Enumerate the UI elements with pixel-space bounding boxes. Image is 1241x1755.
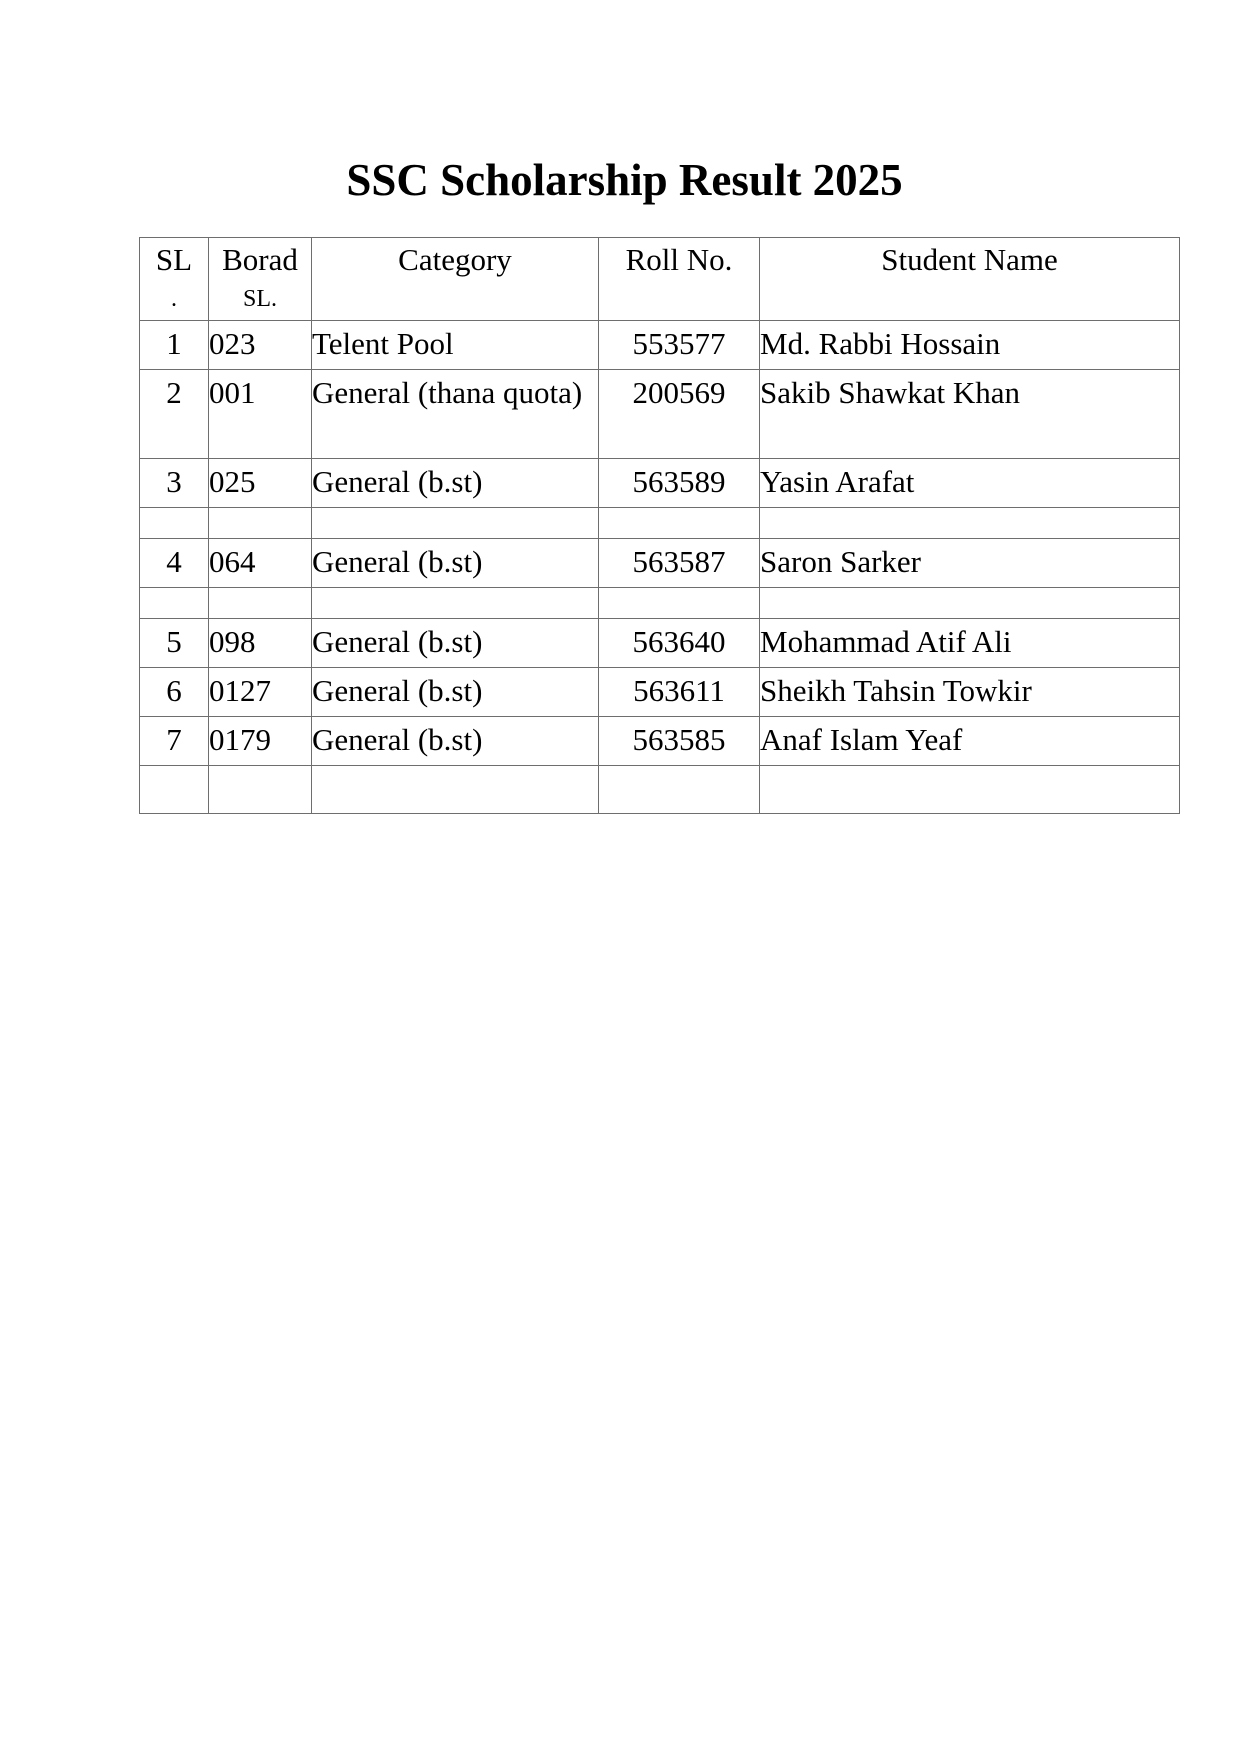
cell-sl: 1 [140,321,209,370]
cell-sl [140,588,209,619]
cell-roll: 563640 [599,619,760,668]
cell-student-name: Sakib Shawkat Khan [760,370,1180,459]
cell-category: General (b.st) [312,539,599,588]
header-category: Category [312,238,599,321]
cell-roll: 563611 [599,668,760,717]
scholarship-result-table [139,237,1180,814]
cell-student-name [760,508,1180,539]
cell-category: Telent Pool [312,321,599,370]
cell-category: General (b.st) [312,619,599,668]
cell-student-name: Mohammad Atif Ali [760,619,1180,668]
header-board-label: Borad [222,242,298,277]
cell-roll [599,766,760,814]
header-roll: Roll No. [599,238,760,321]
cell-student-name [760,766,1180,814]
table-header-row [140,238,1180,321]
header-sl [140,238,209,321]
cell-category: General (thana quota) [312,370,599,459]
header-sl-label: SL [155,242,193,277]
cell-sl: 5 [140,619,209,668]
cell-roll: 200569 [599,370,760,459]
table-row [140,619,1180,668]
cell-student-name: Anaf Islam Yeaf [760,717,1180,766]
cell-category [312,588,599,619]
cell-category: General (b.st) [312,717,599,766]
cell-board-sl [209,766,312,814]
cell-category: General (b.st) [312,668,599,717]
cell-student-name: Sheikh Tahsin Towkir [760,668,1180,717]
table-row [140,539,1180,588]
cell-board-sl: 025 [209,459,312,508]
table-row-empty [140,508,1180,539]
cell-roll [599,588,760,619]
cell-board-sl: 098 [209,619,312,668]
cell-board-sl: 064 [209,539,312,588]
table-row [140,370,1180,459]
table-row [140,717,1180,766]
cell-sl [140,766,209,814]
cell-board-sl: 0127 [209,668,312,717]
cell-roll: 553577 [599,321,760,370]
header-board-sub: SL. [242,286,277,312]
cell-roll [599,508,760,539]
table-row [140,668,1180,717]
table-row-empty [140,588,1180,619]
cell-category [312,508,599,539]
table-row-empty [140,766,1180,814]
table-row [140,459,1180,508]
cell-sl: 3 [140,459,209,508]
cell-board-sl: 001 [209,370,312,459]
cell-roll: 563587 [599,539,760,588]
cell-student-name: Saron Sarker [760,539,1180,588]
cell-sl: 2 [140,370,209,459]
cell-roll: 563585 [599,717,760,766]
cell-board-sl: 0179 [209,717,312,766]
cell-board-sl: 023 [209,321,312,370]
cell-sl [140,508,209,539]
cell-roll: 563589 [599,459,760,508]
cell-sl: 7 [140,717,209,766]
header-student-name: Student Name [760,238,1180,321]
cell-board-sl [209,588,312,619]
cell-category [312,766,599,814]
cell-sl: 6 [140,668,209,717]
cell-student-name: Yasin Arafat [760,459,1180,508]
header-sl-dot: . [171,286,177,312]
cell-board-sl [209,508,312,539]
cell-student-name: Md. Rabbi Hossain [760,321,1180,370]
cell-student-name [760,588,1180,619]
header-board-sl [209,238,312,321]
page-title: SSC Scholarship Result 2025 [346,155,903,205]
cell-category: General (b.st) [312,459,599,508]
table-row [140,321,1180,370]
cell-sl: 4 [140,539,209,588]
